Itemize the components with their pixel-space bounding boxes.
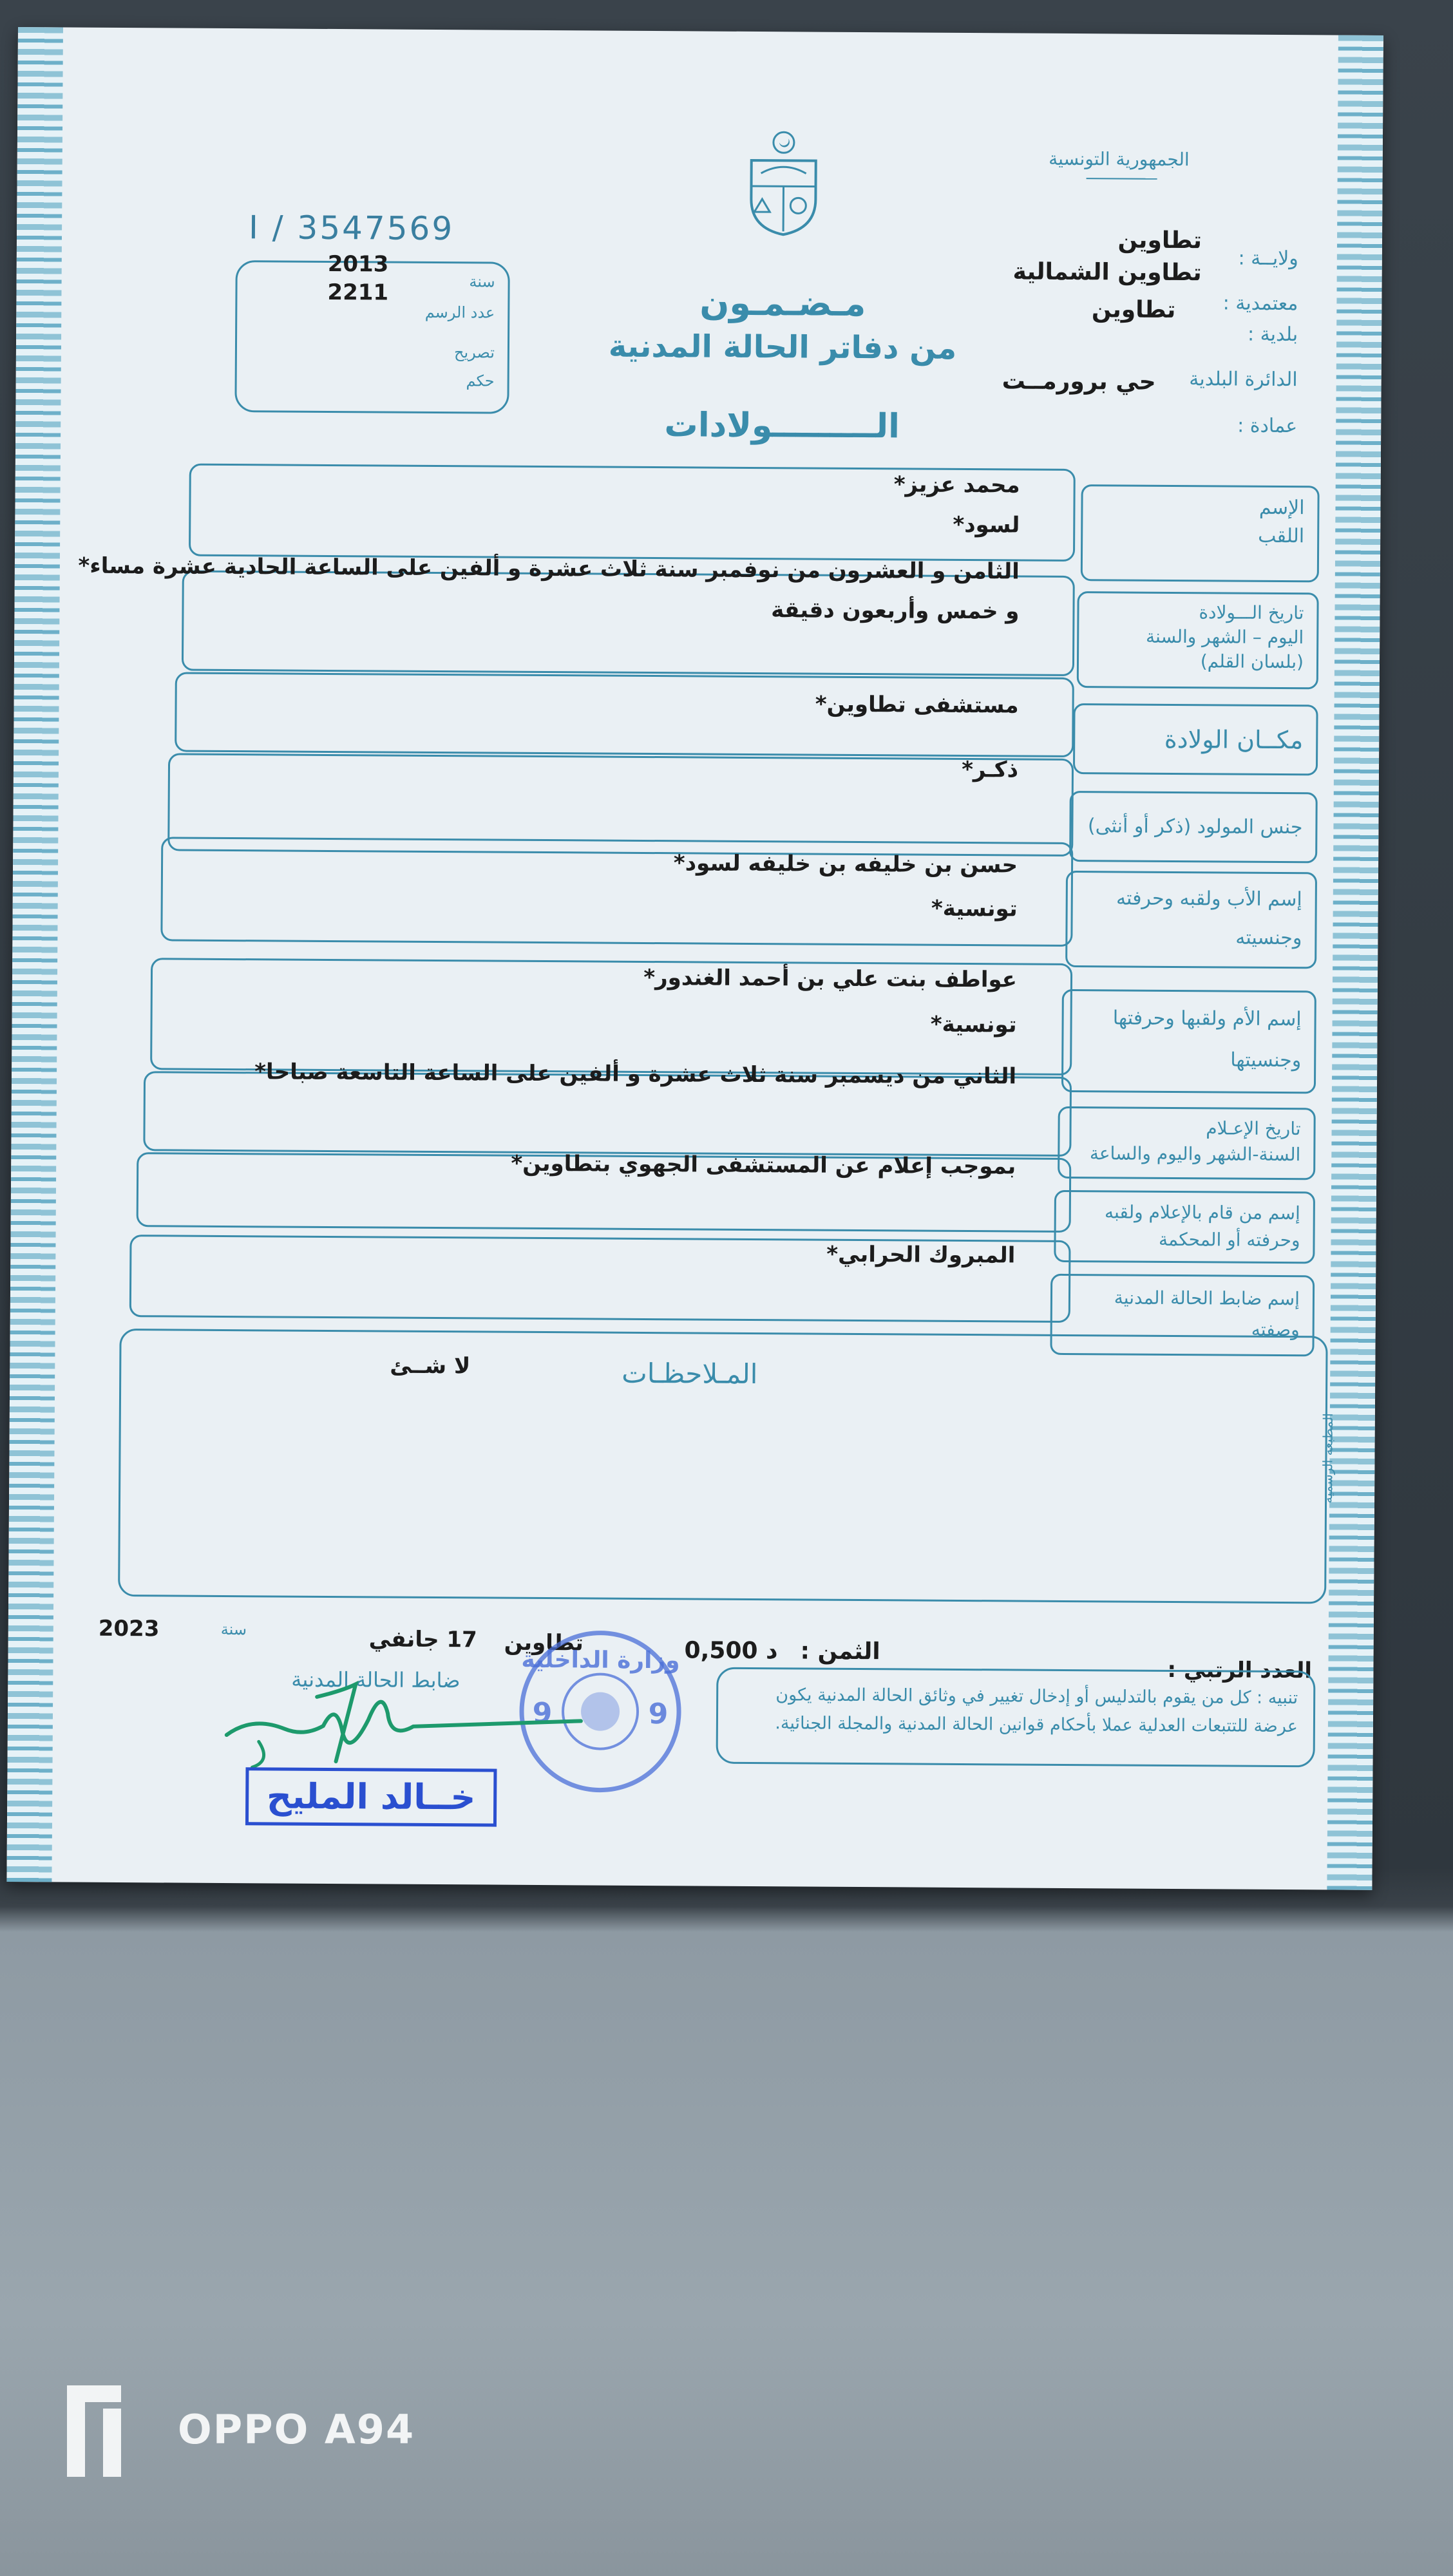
imada-label: عمادة : [1237,414,1298,438]
printer-note: المطبعة الرسمية [1320,1413,1336,1504]
price-value: 0,500 د [684,1637,778,1665]
handwritten-signature [220,1677,594,1776]
birth-certificate-document [6,27,1383,1890]
remarks-label: المـلاحظـات [622,1357,758,1390]
register-year-value: 2013 [327,251,389,278]
footer-officer-label: ضابط الحالة المدنية [291,1667,461,1693]
ordinal-label: العدد الرتبي : [1167,1656,1313,1684]
field-label-birth-date: تاريخ الـــولادة اليوم – الشهر والسنة (بلسان القلم) [1077,591,1319,689]
register-declaration-label: تصريح [453,343,495,362]
field-value-name-line2: لسود* [953,511,1020,538]
field-value-sex: ذكـر* [962,756,1019,783]
register-year-label: سنة [469,272,495,291]
field-value-father-line1: حسن بن خليفه بن خليفه لسود* [673,850,1018,878]
governorate-label: ولايــة : [1238,247,1298,270]
footer-year-label: سنة [220,1620,247,1639]
field-label-mother: إسم الأم ولقبها وحرفتها وجنسيتها [1061,989,1316,1094]
field-label-sex: جنس المولود (ذكر أو أنثى) [1069,791,1318,863]
register-number-label: عدد الرسم [424,303,495,322]
register-number-value: 2211 [327,279,389,306]
field-value-father-line2: تونسية* [931,895,1018,922]
municipality-value: تطاوين [1091,296,1176,323]
footer-place-value: تطاوين [504,1629,584,1656]
delegation-value: تطاوين الشمالية [1012,258,1202,287]
district-label: الدائرة البلدية [1189,368,1298,392]
municipality-label: بلدية : [1247,323,1298,346]
register-box [234,251,509,414]
field-value-birth-place: مستشفى تطاوين* [815,691,1019,719]
field-value-declarant: بموجب إعلام عن المستشفى الجهوي بتطاوين* [511,1150,1016,1180]
section-title: الـــــــــولادات [664,406,900,446]
delegation-label: معتمدية : [1222,292,1298,316]
footer-date-value: 17 جانفي [368,1626,477,1653]
tunisia-emblem-icon [741,128,826,238]
stamp-number-right: 9 [648,1698,669,1731]
stamp-text: وزارة الداخلية [521,1646,680,1674]
country-name: الجمهورية التونسية [1049,147,1190,171]
camera-brand-icon [64,2383,124,2479]
field-label-declarant: إسم من قام بالإعلام ولقبه وحرفته أو المحكمة [1054,1190,1315,1264]
right-decorative-border [1327,35,1383,1890]
camera-brand-text: OPPO A94 [178,2406,415,2453]
field-value-declaration-date: الثاني من ديسمبر سنة ثلاث عشرة و ألفين على الساعة التاسعة صباحا* [254,1059,1017,1090]
field-label-father: إسم الأب ولقبه وحرفته وجنسيته [1065,871,1317,969]
serial-number: I / 3547569 [248,209,455,248]
district-value: حي برورمــت [1002,368,1156,395]
officer-name-stamp: خــالد المليح [245,1767,497,1826]
remarks-value: لا شــئ [390,1352,471,1379]
field-value-officer: المبروك الحرابي* [826,1241,1016,1269]
field-value-name-line1: محمد عزيز* [893,471,1020,498]
field-label-birth-place: مكــان الولادة [1073,703,1318,775]
field-label-declaration-date: تاريخ الإعـلام السنة-الشهر واليوم والساعة [1058,1106,1316,1180]
field-label-officer: إسم ضابط الحالة المدنية وصفته [1050,1274,1315,1357]
field-value-mother-line2: تونسية* [930,1011,1017,1038]
warning-notice: تنبيه : كل من يقوم بالتدليس أو إدخال تغيير في وثائق الحالة المدنية يكون عرضة للتتبعات العدلية عملا بأحكام قوانين الحالة المدنية والمجلة الجنائية. [716,1667,1316,1768]
title-line1: مـضـمـون [699,282,866,325]
left-decorative-border [6,27,63,1882]
title-line2: من دفاتر الحالة المدنية [608,328,957,366]
field-label-name: الإسم اللقب [1081,484,1320,582]
footer-year-value: 2023 [98,1615,160,1642]
stamp-number-left: 9 [532,1696,553,1730]
field-value-birth-date-line2: و خمس وأربعون دقيقة [771,597,1020,625]
register-judgment-label: حكم [466,372,495,390]
document-body [64,28,1336,1890]
country-underline [1087,178,1157,180]
governorate-value: تطاوين [1117,227,1202,254]
field-value-mother-line1: عواطف بنت علي بن أحمد الغندور* [643,964,1018,993]
field-value-birth-date-line1: الثامن و العشرون من نوفمبر سنة ثلاث عشرة و ألفين على الساعة الحادية عشرة مساء* [78,553,1020,585]
price-label: الثمن : [800,1638,880,1665]
